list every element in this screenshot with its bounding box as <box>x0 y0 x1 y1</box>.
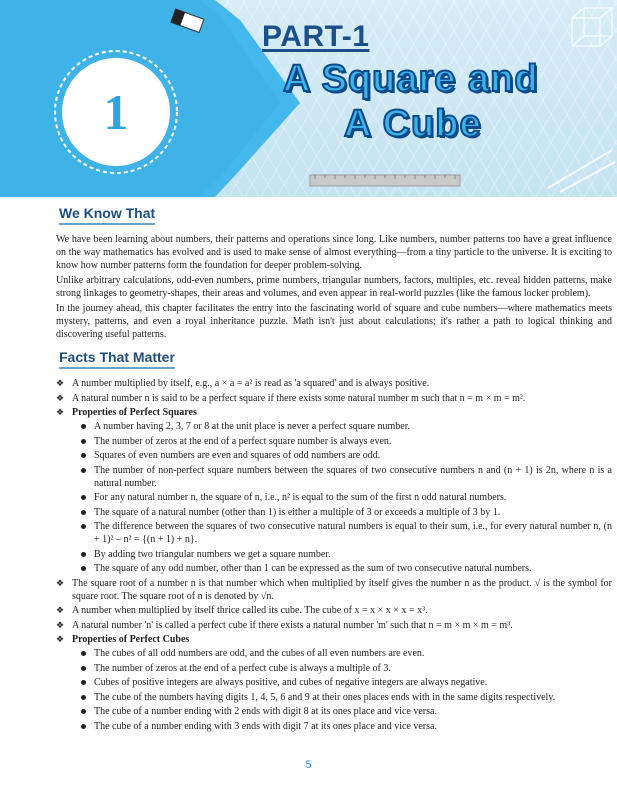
fact-item: ❖ The square root of a number n is that number which when multiplied by itself gives the number n as the product. √ is the symbol for square root. The square root of n is denoted by √n. <box>56 577 612 603</box>
part-label: PART-1 <box>262 20 370 53</box>
list-item: The cube of a number ending with 3 ends with digit 7 at its ones place and vice versa. <box>72 720 612 733</box>
pencil-icon <box>548 150 615 192</box>
section-heading-facts-that-matter: Facts That Matter <box>59 349 175 369</box>
list-item: The square of a natural number (other than 1) is either a multiple of 3 or exceeds a multiple of 3 by 1. <box>72 506 612 519</box>
cubes-properties-heading: Properties of Perfect Cubes <box>72 634 190 645</box>
list-item: The number of zeros at the end of a perfect cube is always a multiple of 3. <box>72 662 612 675</box>
list-item: A number having 2, 3, 7 or 8 at the unit place is never a perfect square number. <box>72 420 612 433</box>
facts-list <box>56 377 612 733</box>
section-heading-we-know-that: We Know That <box>59 205 155 225</box>
wireframe-cube-icon <box>572 8 612 46</box>
list-item: The difference between the squares of two consecutive natural numbers is equal to their sum, i.e., for every natural number n, (n + 1)² – n² = {(n + 1) + n}. <box>72 520 612 546</box>
intro-paragraph-1: We have been learning about numbers, their patterns and operations since long. Like numbers, number patterns too have a great influence on the way mathematics has evolved and is used to make sense of almost everything—from a tiny particle to the universe. It is exciting to know how number patterns form the foundation for deeper problem-solving. <box>56 234 612 271</box>
squares-properties-heading: Properties of Perfect Squares <box>72 407 197 418</box>
intro-paragraph-3: In the journey ahead, this chapter facilitates the entry into the fascinating world of square and cube numbers—where mathematics meets mystery, patterns, and even a royal inheritance puzzle. Math isn't just about calculations; it's rather a path to logical thinking and discovering useful patterns. <box>56 303 612 340</box>
list-item: The number of non-perfect square numbers between the squares of two consecutive numbers n and (n + 1) is 2n, where n is a natural number. <box>72 464 612 490</box>
page-number: 5 <box>305 759 312 771</box>
list-item: The cube of the numbers having digits 1, 4, 5, 6 and 9 at their ones places ends with in the same digits respectively. <box>72 691 612 704</box>
fact-item: ❖ A number when multiplied by itself thrice called its cube. The cube of x = x × x × x = x³. <box>56 604 612 617</box>
list-item: Cubes of positive integers are always positive, and cubes of negative integers are always negative. <box>72 676 612 689</box>
fact-item-cubes <box>56 633 612 733</box>
fact-item-squares <box>56 406 612 575</box>
list-item: For any natural number n, the square of n, i.e., n² is equal to the sum of the first n odd natural numbers. <box>72 491 612 504</box>
chapter-number-badge <box>62 58 170 166</box>
list-item: By adding two triangular numbers we get a square number. <box>72 548 612 561</box>
cubes-properties-list <box>72 647 612 733</box>
list-item: The number of zeros at the end of a perfect square number is always even. <box>72 435 612 448</box>
fact-item: ❖ A natural number n is said to be a perfect square if there exists some natural number m such that n = m × m = m². <box>56 392 612 405</box>
list-item: The cube of a number ending with 2 ends with digit 8 at its ones place and vice versa. <box>72 705 612 718</box>
list-item: The square of any odd number, other than 1 can be expressed as the sum of two consecutive natural numbers. <box>72 562 612 575</box>
fact-item: ❖ A natural number 'n' is called a perfect cube if there exists a natural number 'm' such that n = m × m × m = m³. <box>56 619 612 632</box>
intro-paragraph-2: Unlike arbitrary calculations, odd-even numbers, prime numbers, triangular numbers, factors, multiples, etc. reveal hidden patterns, make strong linkages to geometry-shapes, their areas and volumes, and even appear in real-world puzzles (like the famous locker problem). <box>56 275 612 299</box>
chapter-number: 1 <box>103 84 129 140</box>
chapter-title-line1: A Square and <box>283 58 539 100</box>
chapter-banner <box>0 0 617 197</box>
chapter-title-line2: A Cube <box>344 103 482 145</box>
fact-item: ❖ A number multiplied by itself, e.g., a × a = a² is read as 'a squared' and is always positive. <box>56 377 612 390</box>
page-content <box>56 205 612 734</box>
squares-properties-list <box>72 420 612 575</box>
list-item: The cubes of all odd numbers are odd, and the cubes of all even numbers are even. <box>72 647 612 660</box>
ruler-icon <box>310 175 460 186</box>
list-item: Squares of even numbers are even and squares of odd numbers are odd. <box>72 449 612 462</box>
